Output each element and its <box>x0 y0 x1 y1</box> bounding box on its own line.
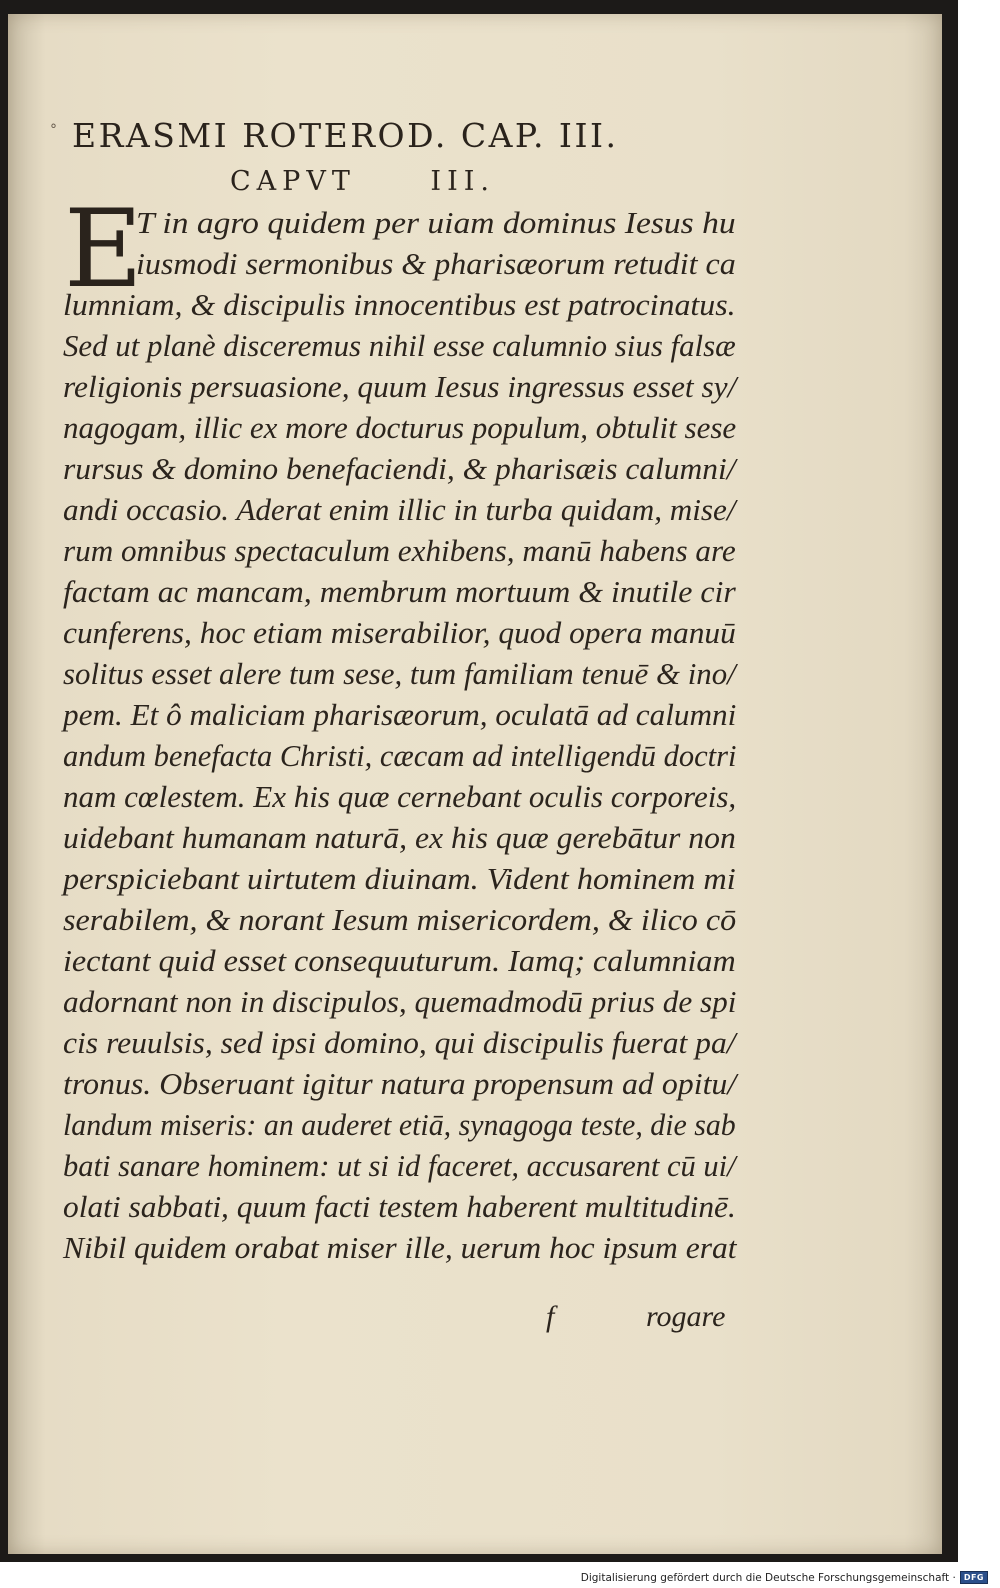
text-line: rum omnibus spectaculum exhibens, manū habens are <box>63 534 736 568</box>
text-line: olati sabbati, quum facti testem haberent multitudinē. <box>63 1190 736 1224</box>
text-line: perspiciebant uirtutem diuinam. Vident hominem mi <box>63 862 736 896</box>
catchword: rogare <box>646 1300 726 1333</box>
text-line: andum benefacta Christi, cæcam ad intelligendū doctri <box>63 739 737 773</box>
text-line: lumniam, & discipulis innocentibus est patrocinatus. <box>63 288 736 322</box>
text-line: Nibil quidem orabat miser ille, uerum hoc ipsum erat <box>63 1231 737 1265</box>
text-line: factam ac mancam, membrum mortuum & inutile cir <box>63 575 736 609</box>
text-line: uidebant humanam naturā, ex his quæ gerebātur non <box>63 821 736 855</box>
digitization-footer <box>581 1571 988 1584</box>
text-line: iusmodi sermonibus & pharisæorum retudit ca <box>136 247 736 281</box>
text-line: serabilem, & norant Iesum misericordem, & ilico cō <box>63 903 737 937</box>
text-line: tronus. Obseruant igitur natura propensum ad opitu/ <box>63 1067 737 1101</box>
running-head <box>50 116 619 155</box>
dfg-logo: DFG <box>960 1571 988 1584</box>
text-line: religionis persuasione, quum Iesus ingressus esset sy/ <box>63 370 737 404</box>
chapter-title: CAPVT III. <box>230 166 495 197</box>
text-line: andi occasio. Aderat enim illic in turba quidam, mise/ <box>63 493 736 527</box>
text-line: cis reuulsis, sed ipsi domino, qui discipulis fuerat pa/ <box>63 1026 736 1060</box>
signature-mark: f <box>546 1300 555 1333</box>
text-line: cunferens, hoc etiam miserabilior, quod opera manuū <box>63 616 736 650</box>
text-line: nam cœlestem. Ex his quæ cernebant oculis corporeis, <box>63 780 737 814</box>
footer-text: Digitalisierung gefördert durch die Deutsche Forschungsgemeinschaft · <box>580 1571 956 1584</box>
text-line: T in agro quidem per uiam dominus Iesus hu <box>136 206 736 240</box>
text-line: rursus & domino benefaciendi, & pharisæis calumni/ <box>63 452 736 486</box>
text-line: landum miseris: an auderet etiā, synagoga teste, die sab <box>63 1108 736 1142</box>
text-line: adornant non in discipulos, quemadmodū prius de spi <box>63 985 737 1019</box>
book-page <box>8 14 942 1554</box>
text-line: Sed ut planè disceremus nihil esse calumnio sius falsæ <box>63 329 736 363</box>
text-line: pem. Et ô maliciam pharisæorum, oculatā ad calumni <box>63 698 737 732</box>
running-head-text: ERASMI ROTEROD. CAP. III. <box>72 116 619 155</box>
text-line: nagogam, illic ex more docturus populum, obtulit sese <box>63 411 737 445</box>
drop-capital: E <box>64 187 143 312</box>
margin-mark: ° <box>50 122 60 138</box>
text-line: solitus esset alere tum sese, tum familiam tenuē & ino/ <box>63 657 736 691</box>
text-line: bati sanare hominem: ut si id faceret, accusarent cū ui/ <box>63 1149 736 1183</box>
text-line: iectant quid esset consequuturum. Iamq; calumniam <box>63 944 736 978</box>
